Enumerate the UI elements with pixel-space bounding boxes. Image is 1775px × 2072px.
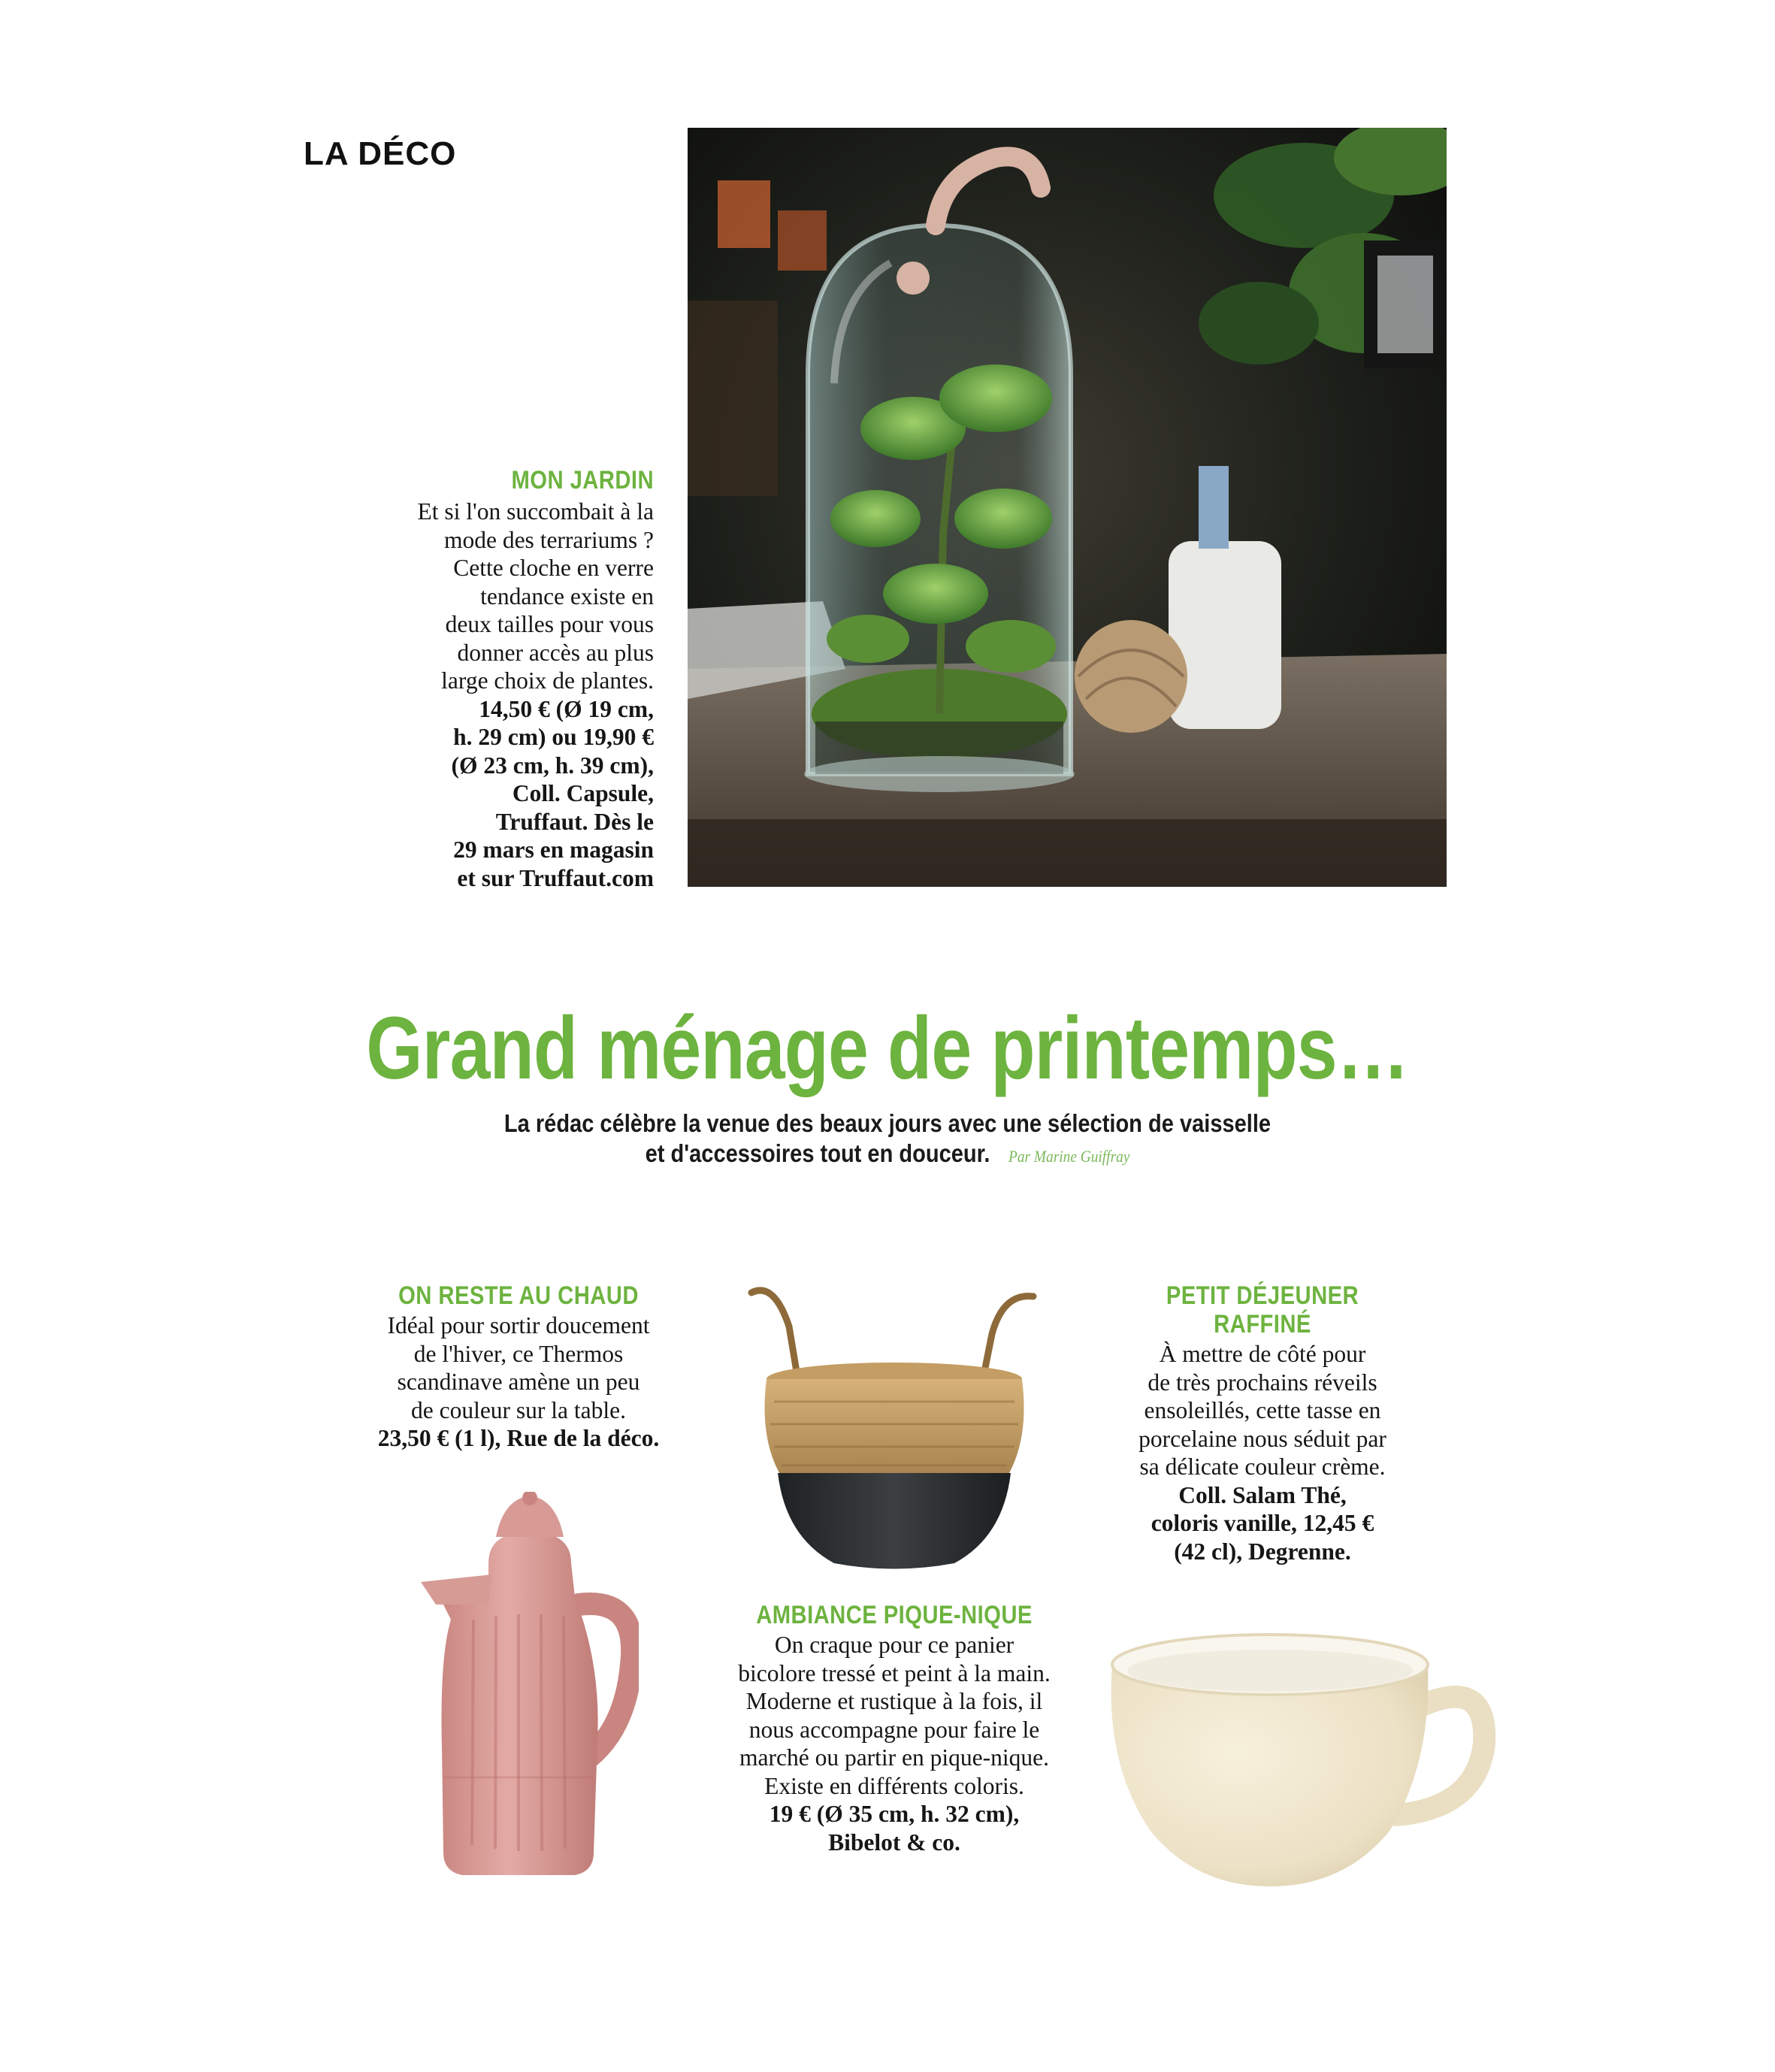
hero-price-line: 29 mars en magasin (453, 836, 654, 863)
hero-kicker: MON JARDIN (511, 466, 654, 495)
cup-price-line: (42 cl), Degrenne. (1174, 1538, 1351, 1565)
basket-body-line: marché ou partir en pique-nique. (739, 1744, 1049, 1771)
cup-body-line: À mettre de côté pour (1159, 1341, 1366, 1367)
basket-kicker: AMBIANCE PIQUE-NIQUE (756, 1601, 1033, 1629)
thermos-body (331, 1311, 706, 1453)
deck-line-2 (107, 1139, 1669, 1172)
thermos-price-line: 23,50 € (1 l), Rue de la déco. (377, 1425, 660, 1451)
hero-price-line: h. 29 cm) ou 19,90 € (453, 724, 654, 750)
hero-body-line: Et si l'on succombait à la (417, 498, 654, 525)
section-label: LA DÉCO (304, 135, 457, 172)
hero-body-line: large choix de plantes. (441, 667, 654, 694)
cup-kicker-line: PETIT DÉJEUNER (1166, 1281, 1359, 1310)
basket-body-line: bicolore tressé et peint à la main. (738, 1659, 1051, 1686)
deck (107, 1109, 1669, 1172)
basket-photo (744, 1281, 1045, 1574)
hero-text-block (353, 466, 654, 892)
cup-kicker-line: RAFFINÉ (1214, 1310, 1311, 1338)
deck-line: La rédac célèbre la venue des beaux jours avec une sélection de vaisselle (503, 1109, 1272, 1137)
hero-price-line: (Ø 23 cm, h. 39 cm), (451, 752, 654, 779)
hero-body-line: mode des terrariums ? (443, 526, 654, 553)
cup-kicker (1108, 1281, 1418, 1338)
thermos-kicker: ON RESTE AU CHAUD (398, 1281, 639, 1310)
cup-price-line: coloris vanille, 12,45 € (1151, 1510, 1374, 1536)
cup-body-line: sa délicate couleur crème. (1139, 1453, 1386, 1480)
page-headline: Grand ménage de printemps… (366, 999, 1409, 1098)
terrarium-photo (688, 128, 1447, 887)
cup-body-line: de très prochains réveils (1148, 1369, 1377, 1396)
thermos-body-line: de couleur sur la table. (410, 1396, 626, 1423)
hero-price-line: Coll. Capsule, (512, 780, 654, 806)
deck-line: et d'accessoires tout en douceur. (645, 1139, 990, 1167)
byline: Par Marine Guiffray (1008, 1147, 1130, 1166)
basket-text-block (706, 1601, 1082, 1856)
hero-body-line: Cette cloche en verre (453, 555, 654, 581)
cup-body-line: ensoleillés, cette tasse en (1144, 1397, 1381, 1423)
thermos-body-line: Idéal pour sortir doucement (387, 1312, 650, 1338)
hero-body-line: tendance existe en (480, 582, 654, 610)
hero-body (353, 498, 654, 892)
cup-text-block (1082, 1281, 1443, 1565)
thermos-body-line: scandinave amène un peu (397, 1369, 640, 1395)
hero-price-line: 14,50 € (Ø 19 cm, (479, 695, 654, 722)
hero-body-line: deux tailles pour vous (445, 611, 654, 637)
hero-body-line: donner accès au plus (457, 639, 654, 666)
basket-price-line: 19 € (Ø 35 cm, h. 32 cm), (769, 1801, 1020, 1827)
basket-body (706, 1631, 1082, 1856)
cup-price-line: Coll. Salam Thé, (1178, 1481, 1347, 1508)
cup-body-line: porcelaine nous séduit par (1138, 1425, 1386, 1452)
thermos-photo (421, 1492, 639, 1883)
hero-price-line: et sur Truffaut.com (457, 864, 654, 891)
basket-body-line: Existe en différents coloris. (764, 1772, 1024, 1799)
thermos-body-line: de l'hiver, ce Thermos (413, 1340, 624, 1367)
cup-body (1082, 1340, 1443, 1565)
basket-body-line: Moderne et rustique à la fois, il (745, 1688, 1043, 1714)
cup-photo (1097, 1612, 1503, 1890)
hero-price-line: Truffaut. Dès le (495, 808, 654, 835)
basket-body-line: On craque pour ce panier (774, 1632, 1015, 1658)
basket-body-line: nous accompagne pour faire le (748, 1716, 1040, 1743)
basket-price-line: Bibelot & co. (828, 1829, 960, 1856)
thermos-text-block (331, 1281, 706, 1453)
